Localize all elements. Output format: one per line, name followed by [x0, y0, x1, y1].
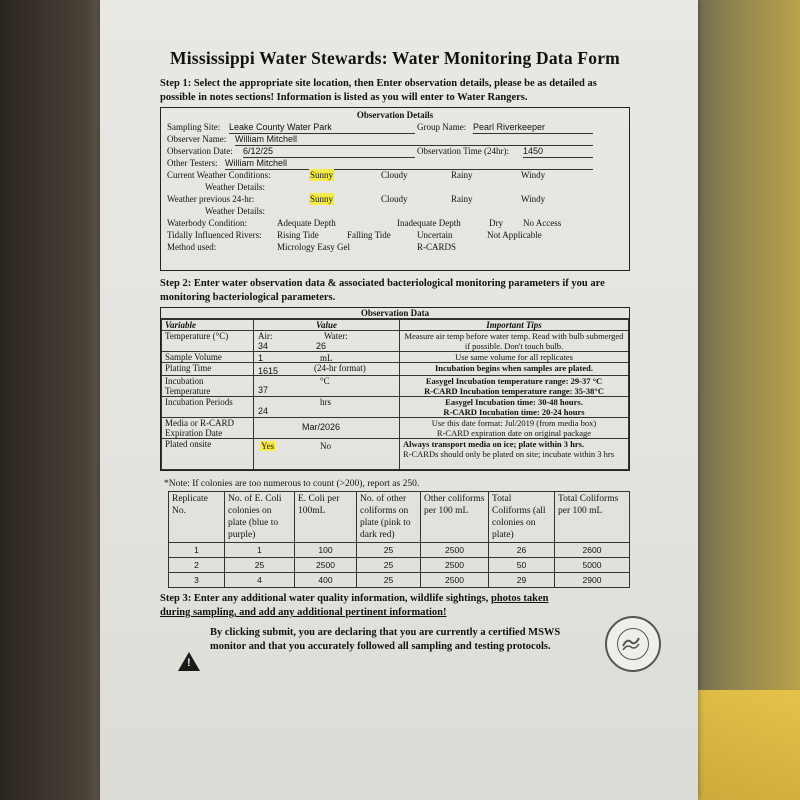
col-value-header: Value [254, 320, 400, 331]
total-per-100ml-cell[interactable]: 2600 [555, 543, 630, 558]
incubation-period-value[interactable]: 24 [258, 406, 269, 416]
temperature-tip: Measure air temp before water temp. Read with bulb submerged if possible. Don't touch bulb. [400, 331, 629, 352]
weather-option-cloudy[interactable]: Cloudy [381, 170, 408, 180]
table-row [169, 543, 630, 558]
plated-tip-transport: Always transport media on ice; plate within 3 hrs. [403, 439, 585, 449]
tidal-option-rising[interactable]: Rising Tide [277, 230, 319, 240]
table-row-media [162, 418, 629, 439]
plated-option-no[interactable]: No [320, 441, 331, 451]
step1-heading: Step 1: Select the appropriate site location, then Enter observation details, please be as detailed as possible in notes sections! Information is listed as you will enter to Water Rangers. [160, 78, 597, 103]
observer-row [161, 133, 629, 145]
plated-option-yes[interactable]: Yes [261, 441, 275, 451]
table-row-incubation-temp [162, 376, 629, 397]
testers-row [161, 157, 629, 169]
header-ecoli-per-100ml: E. Coli per 100mL [295, 492, 357, 543]
table-row-plating [162, 363, 629, 376]
replicate-number: 2 [169, 558, 225, 573]
table-row [169, 573, 630, 588]
incubation-period-tip-rcard: R-CARD Incubation time: 20-24 hours [443, 407, 585, 417]
method-option-rcards[interactable]: R-CARDS [417, 242, 457, 252]
table-row-temperature [162, 331, 629, 352]
total-coliforms-cell[interactable]: 26 [489, 543, 555, 558]
sampling-site-label: Sampling Site: [167, 122, 221, 132]
warning-icon: ! [178, 652, 200, 671]
media-tip-rcard: R-CARD expiration date on original package [436, 428, 592, 438]
weather-details-row [161, 181, 629, 193]
ecoli-colonies-cell[interactable]: 1 [225, 543, 295, 558]
date-label: Observation Date: [167, 146, 233, 156]
msws-seal-icon [605, 616, 661, 672]
media-value[interactable]: Mar/2026 [302, 422, 341, 432]
ecoli-per-100ml-cell[interactable]: 400 [295, 573, 357, 588]
background-left [0, 0, 108, 800]
testers-label: Other Testers: [167, 158, 218, 168]
waterbody-label: Waterbody Condition: [167, 218, 248, 228]
header-other-coliforms: No. of other coliforms on plate (pink to dark red) [357, 492, 421, 543]
total-per-100ml-cell[interactable]: 2900 [555, 573, 630, 588]
weather-prev-option-cloudy[interactable]: Cloudy [381, 194, 408, 204]
group-name-field[interactable]: Pearl Riverkeeper [473, 121, 593, 134]
step3-heading [160, 592, 580, 620]
waterbody-option-adequate[interactable]: Adequate Depth [277, 218, 336, 228]
observation-details-box [160, 107, 630, 271]
volume-unit: mL [320, 353, 333, 363]
media-label: Media or R-CARD Expiration Date [162, 418, 254, 439]
method-row [161, 241, 629, 253]
weather-prev-details-row [161, 205, 629, 217]
weather-option-rainy[interactable]: Rainy [451, 170, 473, 180]
tidal-option-uncertain[interactable]: Uncertain [417, 230, 453, 240]
seal-inner-ring [617, 628, 649, 660]
weather-prev-details-label: Weather Details: [205, 206, 265, 216]
waterbody-option-inadequate[interactable]: Inadequate Depth [397, 218, 461, 228]
observation-data-title: Observation Data [161, 308, 629, 319]
col-tips-header: Important Tips [400, 320, 629, 331]
other-coliforms-cell[interactable]: 25 [357, 543, 421, 558]
waterbody-option-dry[interactable]: Dry [489, 218, 503, 228]
incubation-temp-unit: °C [320, 376, 330, 386]
method-option-easygel[interactable]: Micrology Easy Gel [277, 242, 350, 252]
temperature-value-cell [254, 331, 400, 352]
weather-label: Current Weather Conditions: [167, 170, 271, 180]
plating-label: Plating Time [162, 363, 254, 376]
sampling-site-field[interactable]: Leake County Water Park [229, 121, 415, 134]
other-coliforms-cell[interactable]: 25 [357, 558, 421, 573]
table-header-row [162, 320, 629, 331]
replicate-header-row [169, 492, 630, 543]
table-row-plated [162, 439, 629, 470]
other-coliforms-cell[interactable]: 25 [357, 573, 421, 588]
tidal-row [161, 229, 629, 241]
sampling-site-row [161, 121, 629, 133]
total-coliforms-cell[interactable]: 50 [489, 558, 555, 573]
declaration-text: By clicking submit, you are declaring that you are currently a certified MSWS monitor and that you accurately followed all sampling and testing protocols. [210, 627, 561, 652]
col-variable-header: Variable [162, 320, 254, 331]
incubation-period-tip-easygel: Easygel Incubation time: 30-48 hours. [445, 397, 583, 407]
temperature-label: Temperature (°C) [162, 331, 254, 352]
other-per-100ml-cell[interactable]: 2500 [421, 558, 489, 573]
observation-details-title: Observation Details [356, 110, 434, 120]
header-total-coliforms: Total Coliforms (all colonies on plate) [489, 492, 555, 543]
plating-value[interactable]: 1615 [258, 366, 279, 376]
ecoli-colonies-cell[interactable]: 25 [225, 558, 295, 573]
tidal-option-falling[interactable]: Falling Tide [347, 230, 391, 240]
waterbody-option-no-access[interactable]: No Access [523, 218, 562, 228]
method-label: Method used: [167, 242, 217, 252]
plating-unit: (24-hr format) [314, 363, 366, 373]
date-field[interactable]: 6/12/25 [243, 145, 415, 158]
step3-heading-text: Step 3: Enter any additional water quality information, wildlife sightings, [160, 593, 491, 604]
weather-option-windy[interactable]: Windy [521, 170, 546, 180]
incubation-temp-tip-easygel: Easygel Incubation temperature range: 29-37 °C [425, 376, 603, 386]
ecoli-colonies-cell[interactable]: 4 [225, 573, 295, 588]
tidal-option-na[interactable]: Not Applicable [487, 230, 542, 240]
total-coliforms-cell[interactable]: 29 [489, 573, 555, 588]
ecoli-per-100ml-cell[interactable]: 100 [295, 543, 357, 558]
incubation-temp-label: Incubation Temperature [162, 376, 254, 397]
incubation-period-unit: hrs [320, 397, 331, 407]
table-row-incubation-period [162, 397, 629, 418]
replicate-number: 3 [169, 573, 225, 588]
step2-heading: Step 2: Enter water observation data & associated bacteriological monitoring parameters if you are monitoring bacteriological parameters. [160, 278, 605, 303]
weather-prev-row [161, 193, 629, 205]
weather-prev-option-rainy[interactable]: Rainy [451, 194, 473, 204]
header-ecoli-colonies: No. of E. Coli colonies on plate (blue to purple) [225, 492, 295, 543]
volume-tip: Use same volume for all replicates [400, 352, 629, 363]
volume-value[interactable]: 1 [258, 353, 264, 363]
ecoli-per-100ml-cell[interactable]: 2500 [295, 558, 357, 573]
weather-details-label: Weather Details: [205, 182, 265, 192]
header-total-per-100ml: Total Coliforms per 100 mL [555, 492, 630, 543]
replicate-table [168, 491, 630, 588]
weather-prev-label: Weather previous 24-hr: [167, 194, 255, 204]
colonies-note: *Note: If colonies are too numerous to count (>200), report as 250. [164, 479, 420, 489]
time-label: Observation Time (24hr): [417, 146, 509, 156]
observation-data-box [160, 307, 630, 471]
air-label: Air: [258, 331, 273, 341]
table-row-volume [162, 352, 629, 363]
testers-field[interactable]: William Mitchell [225, 157, 593, 170]
table-row [169, 558, 630, 573]
other-per-100ml-cell[interactable]: 2500 [421, 573, 489, 588]
observer-label: Observer Name: [167, 134, 227, 144]
incubation-period-label: Incubation Periods [162, 397, 254, 418]
volume-label: Sample Volume [162, 352, 254, 363]
weather-option-sunny[interactable]: Sunny [310, 170, 334, 180]
background-right [688, 0, 800, 800]
water-value[interactable]: 26 [316, 341, 327, 351]
weather-row [161, 169, 629, 181]
weather-prev-option-sunny[interactable]: Sunny [310, 194, 334, 204]
observation-data-table [161, 319, 629, 470]
group-name-label: Group Name: [417, 122, 467, 132]
form-title: Mississippi Water Stewards: Water Monitoring Data Form [170, 48, 620, 68]
incubation-temp-tip-rcard: R-CARD Incubation temperature range: 35-38°C [424, 386, 604, 396]
form-content [160, 48, 630, 656]
total-per-100ml-cell[interactable]: 5000 [555, 558, 630, 573]
step3-photos-link[interactable]: photos taken during sampling, and add any additional pertinent information! [160, 593, 549, 618]
plated-tip-rcard: R-CARDs should only be plated on site; incubate within 3 hrs [403, 449, 615, 459]
plating-tip: Incubation begins when samples are plated. [400, 363, 629, 376]
waterbody-row [161, 217, 629, 229]
plated-label: Plated onsite [162, 439, 254, 470]
incubation-temp-value[interactable]: 37 [258, 385, 269, 395]
observer-field[interactable]: William Mitchell [235, 133, 593, 146]
header-other-per-100ml: Other coliforms per 100 mL [421, 492, 489, 543]
header-replicate: Replicate No. [169, 492, 225, 543]
water-label: Water: [324, 331, 348, 341]
other-per-100ml-cell[interactable]: 2500 [421, 543, 489, 558]
air-value[interactable]: 34 [258, 341, 269, 351]
date-row [161, 145, 629, 157]
media-tip-format: Use this date format: Jul/2019 (from media box) [431, 418, 597, 428]
replicate-number: 1 [169, 543, 225, 558]
time-field[interactable]: 1450 [523, 145, 593, 158]
tidal-label: Tidally Influenced Rivers: [167, 230, 262, 240]
weather-prev-option-windy[interactable]: Windy [521, 194, 546, 204]
